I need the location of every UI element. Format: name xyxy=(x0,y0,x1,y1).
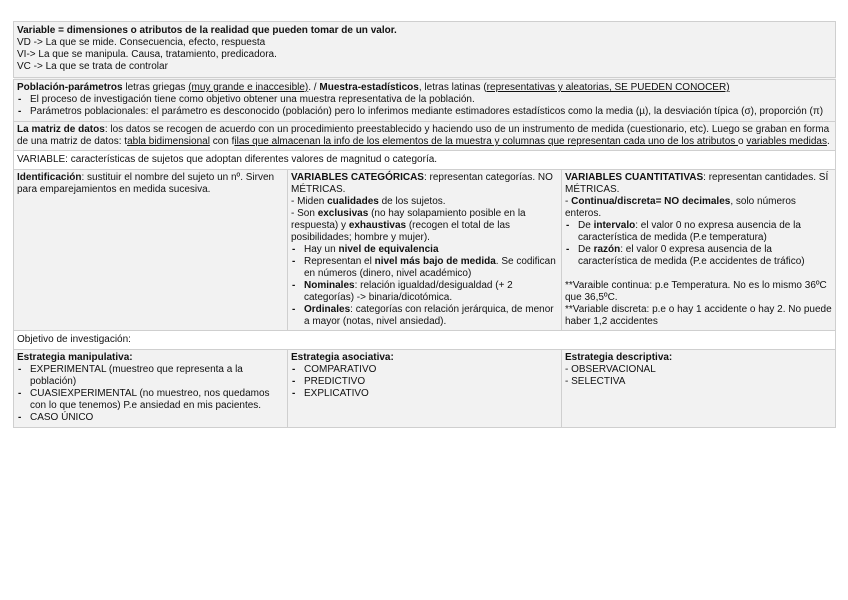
text-span: . Se codifican en números (dinero, nivel académico) xyxy=(304,256,556,279)
sample-text: , letras latinas ( xyxy=(418,82,487,93)
variable-definition-title: Variable = dimensiones o atributos de la realidad que pueden tomar de un valor. xyxy=(17,25,397,36)
text-bold: Ordinales xyxy=(304,304,351,315)
sample-label: Muestra-estadísticos xyxy=(319,82,419,93)
data-matrix-u3: variables medidas xyxy=(746,136,827,147)
text-span: - Miden xyxy=(291,196,328,207)
associative-strategy-cell xyxy=(288,350,562,428)
population-label: Población-parámetros xyxy=(17,82,123,93)
descriptive-strategy-cell xyxy=(562,350,836,428)
text-span: Hay un xyxy=(304,244,339,255)
categorical-bullets xyxy=(291,244,558,328)
text-span: - Son xyxy=(291,208,318,219)
identification-text xyxy=(17,172,284,196)
text-span: - xyxy=(565,196,572,207)
vi-line: VI-> La que se manipula. Causa, tratamiento, predicadora. xyxy=(17,49,277,60)
research-objective-cell xyxy=(14,331,836,350)
population-separator: . / xyxy=(308,82,320,93)
variable-characteristics-cell xyxy=(14,151,836,170)
identification-cell xyxy=(14,170,288,331)
text-span: : el valor 0 expresa ausencia de la característica de medida (P.e accidentes de tráfico) xyxy=(578,244,805,267)
identification-desc: : sustituir el nombre del sujeto un nº. Sirven para emparejamientos en medida sucesiva. xyxy=(17,172,275,195)
text-span: : categorías con relación jerárquica, de menor a mayor (notas, nivel ansiedad). xyxy=(304,304,554,327)
categorical-line-1 xyxy=(291,196,558,208)
text-span: De xyxy=(578,244,594,255)
population-bullets xyxy=(17,94,832,118)
quantitative-heading xyxy=(565,172,832,196)
list-item: - Parámetros poblacionales: el parámetro es desconocido (población) pero lo inferimos mediante estimadores estadísticos como la media (µ), la desviación típica (σ), proporción (π) xyxy=(17,106,832,118)
list-item xyxy=(291,244,558,256)
population-cell xyxy=(14,79,836,122)
categorical-desc: : representan categorías. NO MÉTRICAS. xyxy=(291,172,553,195)
list-item xyxy=(291,304,558,328)
list-item: - EXPERIMENTAL (muestreo que representa a la población) xyxy=(17,364,284,388)
quantitative-desc: : representan cantidades. SÍ MÉTRICAS. xyxy=(565,172,829,195)
research-objective-text: Objetivo de investigación: xyxy=(17,334,131,345)
data-matrix-end: . xyxy=(826,136,830,147)
categorical-variables-cell xyxy=(288,170,562,331)
list-item: - PREDICTIVO xyxy=(291,376,558,388)
vc-line: VC -> La que se trata de controlar xyxy=(17,61,168,72)
data-matrix-joiner: con f xyxy=(209,136,235,147)
text-span: Representan el xyxy=(304,256,375,267)
data-matrix-desc: : los datos se recogen de acuerdo con un procedimiento preestablecido y haciendo uso de un instrumento de medida (cuestionario, etc). Luego se graban en forma de una matriz de datos: t xyxy=(17,124,830,147)
text-bold: exclusivas xyxy=(317,208,369,219)
associative-list xyxy=(291,364,558,400)
list-item xyxy=(565,220,832,244)
data-matrix-or: o xyxy=(738,136,747,147)
text-bold: razón xyxy=(593,244,621,255)
categorical-title: VARIABLES CATEGÓRICAS xyxy=(291,172,424,183)
data-matrix-u1: abla bidimensional xyxy=(127,136,210,147)
population-text: letras griegas xyxy=(122,82,189,93)
population-note: (muy grande e inaccesible) xyxy=(188,82,309,93)
text-span: De xyxy=(578,220,594,231)
identification-label: Identificación xyxy=(17,172,82,183)
spacer xyxy=(565,268,832,280)
list-item: - El proceso de investigación tiene como objetivo obtener una muestra representativa de la población. xyxy=(17,94,832,106)
list-item: - CASO ÚNICO xyxy=(17,412,284,424)
text-bold: intervalo xyxy=(593,220,636,231)
categorical-heading xyxy=(291,172,558,196)
continuous-note: **Varaible continua: p.e Temperatura. No es lo mismo 36ºC que 36,5ºC. xyxy=(565,280,827,303)
text-bold: Nominales xyxy=(304,280,355,291)
text-span: de los sujetos. xyxy=(378,196,446,207)
list-item xyxy=(565,244,832,268)
text-bold: Continua/discreta= NO decimales xyxy=(571,196,731,207)
list-item: - COMPARATIVO xyxy=(291,364,558,376)
text-bold: nivel de equivalencia xyxy=(338,244,439,255)
text-span: : relación igualdad/desigualdad (+ 2 categorías) -> binaria/dicotómica. xyxy=(304,280,513,303)
discrete-note: **Variable discreta: p.e o hay 1 accidente o hay 2. No puede haber 1,2 accidentes xyxy=(565,304,832,327)
vd-line: VD -> La que se mide. Consecuencia, efecto, respuesta xyxy=(17,37,266,48)
list-item: - EXPLICATIVO xyxy=(291,388,558,400)
notes-table xyxy=(13,21,836,428)
quantitative-line-1 xyxy=(565,196,832,220)
text-span: , solo números enteros. xyxy=(565,196,796,219)
text-bold: cualidades xyxy=(327,196,379,207)
descriptive-strategy-title: Estrategia descriptiva: xyxy=(565,352,673,363)
text-span: (no hay solapamiento posible en la respuesta) y xyxy=(291,208,526,231)
text-span: (recogen el total de las posibilidades; hombre y mujer). xyxy=(291,220,511,243)
text-span: : el valor 0 no expresa ausencia de la característica de medida (P.e temperatura) xyxy=(578,220,801,243)
variable-definition-cell xyxy=(14,22,836,79)
variable-characteristics-text: VARIABLE: características de sujetos que adoptan diferentes valores de magnitud o categoría. xyxy=(17,154,438,165)
quantitative-bullets xyxy=(565,220,832,268)
manipulative-list xyxy=(17,364,284,424)
quantitative-title: VARIABLES CUANTITATIVAS xyxy=(565,172,704,183)
data-matrix-text xyxy=(17,124,832,148)
categorical-line-2 xyxy=(291,208,558,244)
data-matrix-label: La matriz de datos xyxy=(17,124,105,135)
notes-table-container xyxy=(13,21,835,428)
list-item: - CUASIEXPERIMENTAL (no muestreo, nos quedamos con lo que tenemos) P.e ansiedad en mis pacientes. xyxy=(17,388,284,412)
text-bold: nivel más bajo de medida xyxy=(374,256,496,267)
manipulative-strategy-title: Estrategia manipulativa: xyxy=(17,352,133,363)
population-heading xyxy=(17,82,832,94)
sample-note: representativas y aleatorias, SE PUEDEN CONOCER) xyxy=(486,82,730,93)
manipulative-strategy-cell xyxy=(14,350,288,428)
data-matrix-cell xyxy=(14,122,836,151)
list-item xyxy=(291,280,558,304)
text-bold: exhaustivas xyxy=(348,220,407,231)
list-item: - SELECTIVA xyxy=(565,376,626,387)
associative-strategy-title: Estrategia asociativa: xyxy=(291,352,394,363)
quantitative-variables-cell xyxy=(562,170,836,331)
data-matrix-u2: ilas que almacenan la info de los elementos de la muestra y columnas que representan cada uno de los atributos xyxy=(234,136,739,147)
list-item xyxy=(291,256,558,280)
list-item: - OBSERVACIONAL xyxy=(565,364,656,375)
